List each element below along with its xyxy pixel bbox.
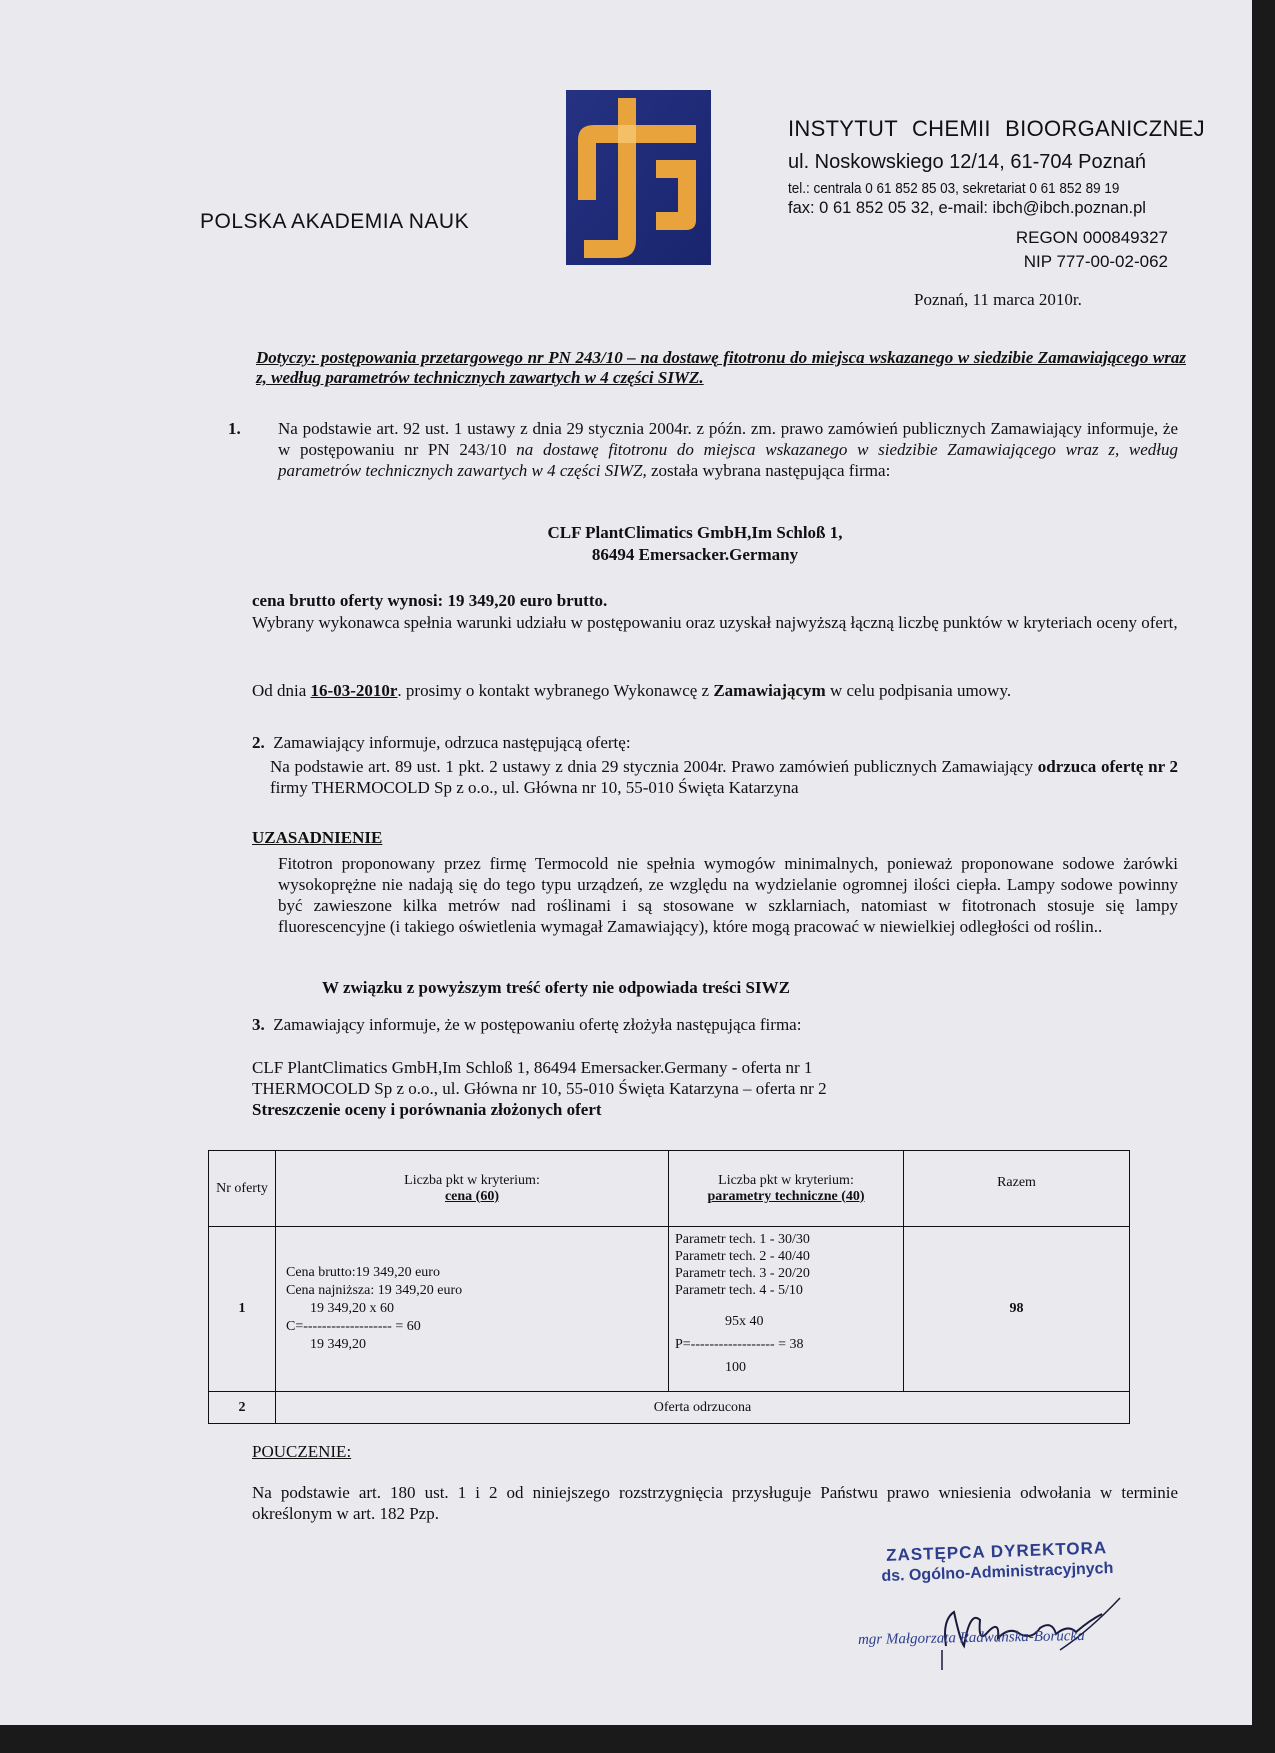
offer-1: CLF PlantClimatics GmbH,Im Schloß 1, 86494 Emersacker.Germany - oferta nr 1 <box>252 1058 813 1077</box>
row-2-nr: 2 <box>209 1392 276 1424</box>
phone-line: tel.: centrala 0 61 852 85 03, sekretariat 0 61 852 89 19 <box>788 181 1120 197</box>
justification-text: Fitotron proponowany przez firmę Termocold nie spełnia wymogów minimalnych, ponieważ proponowane sodowe żarówki wysokoprężne nie nadają się do tego typu urządzeń, ze względu na wydzielanie ogromnej ilości ciepła. Lampy sodowe powinny być zawieszone kilka metrów nad roślinami i są stosowane w szklarniach, natomiast w fitotronach stosuje się lampy fluorescencyjne (i takiego oświetlenia wymagał Zamawiający), które mogą pracować w niewielkiej odległości od roślin.. <box>278 854 1178 936</box>
contact-text-c: w celu podpisania umowy. <box>825 681 1012 700</box>
stamp-department: ds. Ogólno-Administracyjnych <box>881 1559 1114 1586</box>
institute-name: INSTYTUT CHEMII BIOORGANICZNEJ <box>788 116 1205 141</box>
section-3-intro <box>252 1014 1178 1035</box>
winning-company <box>300 522 1090 566</box>
price-line: 19 349,20 x 60 <box>310 1301 394 1316</box>
header-tech-title: Liczba pkt w kryterium: <box>718 1172 854 1188</box>
institute-address: ul. Noskowskiego 12/14, 61-704 Poznań <box>788 151 1147 173</box>
price-line: 19 349,20 <box>310 1337 366 1352</box>
price-line: C=------------------- = 60 <box>286 1319 421 1334</box>
ibch-logo <box>566 90 711 265</box>
row-1-nr: 1 <box>209 1227 276 1392</box>
section-3-number: 3. <box>252 1015 265 1034</box>
section-1-body <box>252 418 1178 481</box>
row-1-price <box>276 1227 669 1392</box>
company-line-2: 86494 Emersacker.Germany <box>591 545 799 564</box>
price-line: Cena brutto:19 349,20 euro <box>286 1265 440 1280</box>
price-line: Cena najniższa: 19 349,20 euro <box>286 1283 463 1298</box>
letter-date: Poznań, 11 marca 2010r. <box>914 290 1082 309</box>
instruction-text: Na podstawie art. 180 ust. 1 i 2 od niniejszego rozstrzygnięcia przysługuje Państwu prawo wniesienia odwołania w terminie określonym w art. 182 Pzp. <box>252 1483 1178 1523</box>
letter-subject: Dotyczy: postępowania przetargowego nr PN 243/10 – na dostawę fitotronu do miejsca wskazanego w siedzibie Zamawiającego wraz z, według parametrów technicznych zawartych w 4 części SIWZ. <box>256 348 1186 387</box>
section-1-text-a: Na podstawie art. 92 ust. 1 ustawy z dnia 29 stycznia 2004r. z późn. zm. prawo zamówień publicznych Zamawiający informuje, że w postępowaniu nr PN 243/10 <box>278 419 1178 459</box>
section-1-text-italic: na dostawę fitotronu do miejsca wskazanego w siedzibie Zamawiającego wraz z, według parametrów technicznych zawartych w 4 części SIWZ, <box>278 440 1178 480</box>
header-price-title: Liczba pkt w kryterium: <box>404 1172 540 1188</box>
tech-line: Parametr tech. 2 - 40/40 <box>675 1249 810 1264</box>
chosen-contractor: Wybrany wykonawca spełnia warunki udziału w postępowaniu oraz uzyskał najwyższą łączną liczbę punktów w kryteriach oceny ofert, <box>252 613 1178 632</box>
company-line-1: CLF PlantClimatics GmbH,Im Schloß 1, <box>547 523 843 542</box>
signatory-name: mgr Małgorzata Radwańska-Borucka <box>857 1628 1085 1648</box>
instruction-heading: POUCZENIE: <box>252 1442 352 1461</box>
contact-party: Zamawiającym <box>713 681 826 700</box>
section-1-number: 1. <box>228 419 241 438</box>
contact-request <box>252 680 1178 701</box>
table-row <box>209 1227 1130 1392</box>
section-1 <box>228 418 1178 481</box>
summary-heading: Streszczenie oceny i porównania złożonych ofert <box>252 1100 602 1119</box>
tech-line: Parametr tech. 1 - 30/30 <box>675 1232 810 1247</box>
section-2-text-b: firmy THERMOCOLD Sp z o.o., ul. Główna nr 10, 55-010 Święta Katarzyna <box>270 778 799 797</box>
contact-date: 16-03-2010r <box>310 681 398 700</box>
table-row <box>209 1392 1130 1424</box>
fax-line: fax: 0 61 852 05 32, e-mail: ibch@ibch.poznan.pl <box>788 199 1146 217</box>
section-1-text-b: została wybrana następująca firma: <box>646 461 891 480</box>
section-2-intro-text: Zamawiający informuje, odrzuca następującą ofertę: <box>273 733 631 752</box>
section-2-number: 2. <box>252 733 265 752</box>
row-1-tech <box>669 1227 904 1392</box>
section-2-intro <box>252 732 1178 753</box>
section-3-intro-text: Zamawiający informuje, że w postępowaniu ofertę złożyła następująca firma: <box>273 1015 802 1034</box>
tech-formula-line: 95x 40 <box>725 1314 764 1329</box>
row-2-status: Oferta odrzucona <box>276 1392 1130 1424</box>
offer-price: cena brutto oferty wynosi: 19 349,20 euro brutto. <box>252 591 608 610</box>
evaluation-table <box>208 1150 1130 1424</box>
tech-formula-line: 100 <box>725 1360 746 1375</box>
table-header-row <box>209 1151 1130 1227</box>
registry-ids <box>1016 226 1168 274</box>
offer-list <box>252 1057 1178 1120</box>
contact-text-b: . prosimy o kontakt wybranego Wykonawcę z <box>397 681 714 700</box>
rejected-offer: odrzuca ofertę nr 2 <box>1037 757 1178 776</box>
header-tech-criterion: parametry techniczne (40) <box>707 1188 865 1204</box>
section-2-conclusion: W związku z powyższym treść oferty nie odpowiada treści SIWZ <box>322 978 790 997</box>
tech-line: Parametr tech. 3 - 20/20 <box>675 1266 810 1281</box>
academy-name: POLSKA AKADEMIA NAUK <box>200 210 470 233</box>
nip: NIP 777-00-02-062 <box>1023 252 1168 271</box>
row-1-total: 98 <box>904 1227 1130 1392</box>
offer-2: THERMOCOLD Sp z o.o., ul. Główna nr 10, 55-010 Święta Katarzyna – oferta nr 2 <box>252 1079 827 1098</box>
institute-contact <box>788 180 1146 218</box>
tech-line: Parametr tech. 4 - 5/10 <box>675 1283 803 1298</box>
header-price <box>276 1151 669 1227</box>
header-tech <box>669 1151 904 1227</box>
header-price-criterion: cena (60) <box>444 1188 500 1204</box>
section-2-text-a: Na podstawie art. 89 ust. 1 pkt. 2 ustawy z dnia 29 stycznia 2004r. Prawo zamówień publicznych Zamawiający <box>270 757 1038 776</box>
section-2-body <box>270 756 1178 798</box>
contact-text-a: Od dnia <box>252 681 311 700</box>
tech-formula-line: P=------------------ = 38 <box>675 1337 804 1352</box>
justification-heading: UZASADNIENIE <box>252 828 383 847</box>
official-stamp <box>851 1537 1142 1587</box>
regon: REGON 000849327 <box>1015 228 1168 247</box>
stamp-title: ZASTĘPCA DYREKTORA <box>885 1538 1108 1565</box>
header-nr: Nr oferty <box>209 1151 276 1227</box>
header-total: Razem <box>904 1151 1130 1227</box>
